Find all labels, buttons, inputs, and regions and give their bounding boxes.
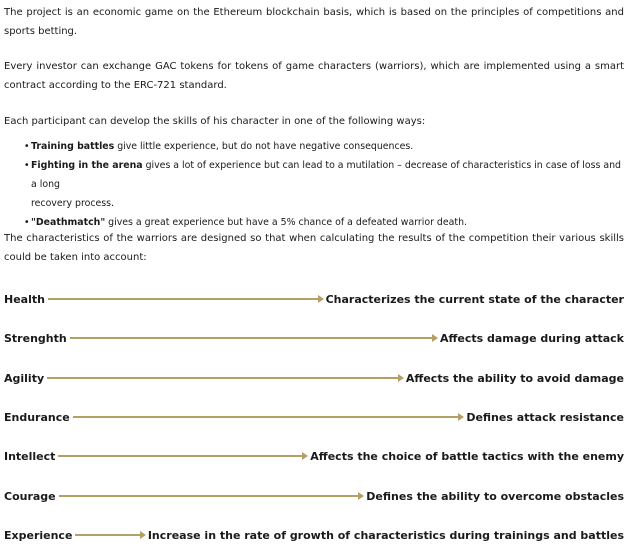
characteristic-description: Characterizes the current state of the character — [325, 292, 624, 306]
arrow-icon — [59, 495, 361, 497]
way-title: Fighting in the arena — [31, 160, 143, 171]
intro-paragraph-1: The project is an economic game on the Ethereum blockchain basis, which is based on the principles of competitions and sports betting. — [4, 7, 624, 37]
intro-paragraph-4: The characteristics of the warriors are designed so that when calculating the results of the competition their various skills could be taken into account: — [4, 233, 624, 263]
characteristic-row-agility — [4, 368, 624, 388]
characteristic-row-health — [4, 289, 624, 309]
intro-paragraph-2: Every investor can exchange GAC tokens for tokens of game characters (warriors), which are implemented using a smart contract according to the ERC-721 standard. — [4, 61, 624, 91]
arrow-icon — [58, 455, 304, 457]
characteristic-name: Strenghth — [4, 331, 67, 345]
characteristic-row-strength — [4, 328, 624, 348]
characteristic-description: Defines attack resistance — [466, 410, 624, 424]
characteristic-row-intellect — [4, 446, 624, 466]
way-text: give little experience, but do not have negative consequences. — [114, 141, 414, 152]
characteristic-row-courage — [4, 486, 624, 506]
characteristic-name: Health — [4, 292, 45, 306]
arrow-icon — [73, 416, 461, 418]
characteristic-description: Affects the choice of battle tactics with the enemy — [310, 449, 624, 463]
bullet-icon: • — [24, 141, 30, 152]
characteristic-description: Increase in the rate of growth of characteristics during trainings and battles — [147, 528, 624, 542]
characteristic-description: Affects damage during attack — [439, 331, 624, 345]
characteristic-name: Intellect — [4, 449, 56, 463]
bullet-icon: • — [24, 160, 30, 171]
way-title: Training battles — [31, 141, 115, 152]
development-ways-list — [4, 137, 624, 232]
characteristic-name: Endurance — [4, 410, 70, 424]
way-text-continued: recovery process. — [31, 198, 115, 209]
characteristic-row-experience — [4, 525, 624, 545]
characteristic-name: Experience — [4, 528, 73, 542]
way-text: gives a great experience but have a 5% chance of a defeated warrior death. — [105, 217, 467, 228]
characteristic-name: Courage — [4, 489, 56, 503]
arrow-icon — [47, 377, 400, 379]
characteristic-row-endurance — [4, 407, 624, 427]
characteristic-description: Defines the ability to overcome obstacles — [366, 489, 624, 503]
intro-paragraph-3: Each participant can develop the skills of his character in one of the following ways: — [4, 116, 426, 127]
arrow-icon — [48, 298, 320, 300]
way-title: "Deathmatch" — [31, 217, 106, 228]
bullet-icon: • — [24, 217, 30, 228]
characteristic-name: Agility — [4, 371, 45, 385]
way-text: gives a lot of experience but can lead to a mutilation – decrease of characteristics in case of loss and a long — [31, 160, 621, 190]
list-item — [4, 137, 624, 156]
arrow-icon — [75, 534, 141, 536]
characteristic-description: Affects the ability to avoid damage — [405, 371, 624, 385]
arrow-icon — [70, 337, 434, 339]
list-item — [4, 156, 624, 213]
